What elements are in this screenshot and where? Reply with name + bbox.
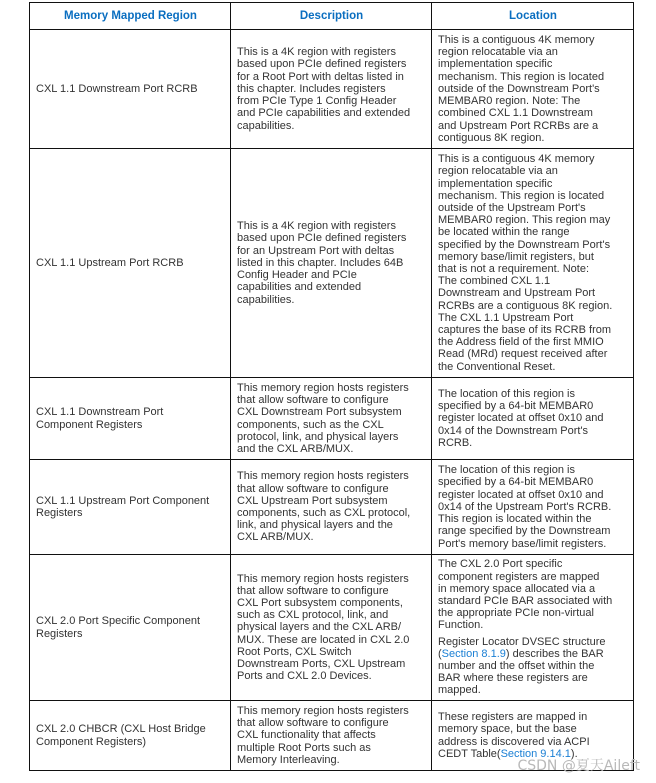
header-region: Memory Mapped Region: [30, 3, 231, 30]
description-cell: This memory region hosts registers that allow software to configure CXL Downstream Port subsystem components, such as the CXL protocol, link, and physical layers and the CXL ARB/MUX.: [231, 378, 432, 460]
header-description: Description: [231, 3, 432, 30]
table-header-row: [30, 3, 634, 30]
location-cell: The location of this region is specified by a 64-bit MEMBAR0 register located at offset 0x10 and 0x14 of the Upstream Port's RCRB. This region is located within the range specified by the Downstream Port's memory base/limit registers.: [432, 460, 634, 555]
location-paragraph-2-text: Register Locator DVSEC structure (: [438, 635, 606, 660]
location-cell: [432, 555, 634, 701]
table-row: [30, 460, 634, 555]
region-cell: CXL 1.1 Downstream Port RCRB: [30, 30, 231, 149]
section-8-1-9-link[interactable]: Section 8.1.9: [441, 647, 506, 660]
region-cell: CXL 1.1 Upstream Port Component Registers: [30, 460, 231, 555]
description-cell: This memory region hosts registers that allow software to configure CXL functionality that affects multiple Root Ports such as Memory Interleaving.: [231, 701, 432, 771]
location-paragraph-2-text-end: ) describes the BAR number and the offset within the BAR where these registers are mapped.: [438, 647, 604, 697]
description-cell: This is a 4K region with registers based upon PCIe defined registers for a Root Port with deltas listed in this chapter. Includes registers from PCIe Type 1 Config Header and PCIe capabilities and extended capabilities.: [231, 30, 432, 149]
table-row: [30, 149, 634, 378]
location-cell: This is a contiguous 4K memory region relocatable via an implementation specific mechanism. This region is located outside of the Upstream Port's MEMBAR0 region. This region may be located within the range specified by the Downstream Port's memory base/limit registers, but that is not a requirement. Note: The combined CXL 1.1 Downstream and Upstream Port RCRBs are a contiguous 8K region. The CXL 1.1 Upstream Port captures the base of its RCRB from the Address field of the first MMIO Read (MRd) request received after the Conventional Reset.: [432, 149, 634, 378]
location-text: These registers are mapped in memory space, but the base address is discovered via ACPI CEDT Table(: [438, 711, 590, 760]
watermark: CSDN @夏天Aileft: [517, 758, 640, 774]
location-cell: The location of this region is specified by a 64-bit MEMBAR0 register located at offset 0x10 and 0x14 of the Downstream Port's RCRB.: [432, 378, 634, 460]
table-row: [30, 378, 634, 460]
location-text-end: ).: [570, 747, 578, 760]
region-cell: CXL 1.1 Downstream Port Component Registers: [30, 378, 231, 460]
memory-mapped-regions-table: [29, 2, 634, 771]
section-9-14-1-link[interactable]: Section 9.14.1: [500, 747, 571, 760]
region-cell: CXL 1.1 Upstream Port RCRB: [30, 149, 231, 378]
region-cell: CXL 2.0 CHBCR (CXL Host Bridge Component Registers): [30, 701, 231, 771]
description-cell: This is a 4K region with registers based upon PCIe defined registers for an Upstream Port with deltas listed in this chapter. Includes 64B Config Header and PCIe capabilities and extended capabilities.: [231, 149, 432, 378]
description-cell: This memory region hosts registers that allow software to configure CXL Upstream Port subsystem components, such as CXL protocol, link, and physical layers and the CXL ARB/MUX.: [231, 460, 432, 555]
description-cell: This memory region hosts registers that allow software to configure CXL Port subsystem components, such as CXL protocol, link, and physical layers and the CXL ARB/ MUX. These are located in CXL 2.0 Root Ports, CXL Switch Downstream Ports, CXL Upstream Ports and CXL 2.0 Devices.: [231, 555, 432, 701]
location-cell: This is a contiguous 4K memory region relocatable via an implementation specific mechanism. This region is located outside of the Downstream Port's MEMBAR0 region. Note: The combined CXL 1.1 Downstream and Upstream Port RCRBs are a contiguous 8K region.: [432, 30, 634, 149]
header-location: Location: [432, 3, 634, 30]
table-row: [30, 30, 634, 149]
region-cell: CXL 2.0 Port Specific Component Registers: [30, 555, 231, 701]
location-paragraph-1: The CXL 2.0 Port specific component registers are mapped in memory space allocated via a standard PCIe BAR associated with the appropriate PCIe non-virtual Function.: [438, 558, 613, 632]
table-row: [30, 555, 634, 701]
